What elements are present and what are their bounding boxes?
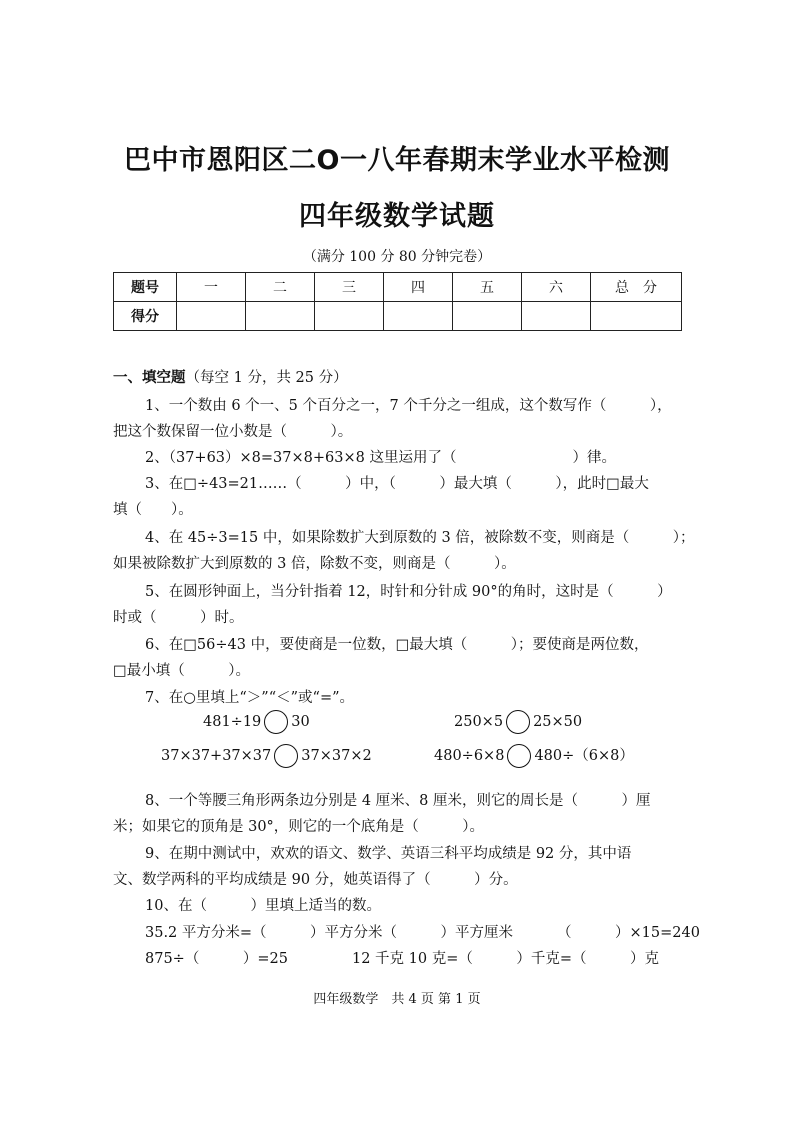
- compare-left: 481÷19: [203, 714, 262, 730]
- score-cell: 一: [177, 273, 246, 302]
- page-footer: 四年级数学 共 4 页 第 1 页: [313, 992, 481, 1007]
- score-table-score-row: [114, 302, 682, 331]
- question-1-line-2: 把这个数保留一位小数是（ ）。: [113, 424, 353, 440]
- compare-left: 480÷6×8: [434, 748, 505, 764]
- score-table: [113, 272, 682, 331]
- score-cell: 三: [315, 273, 384, 302]
- section-title: 一、填空题: [113, 370, 186, 386]
- question-10: 10、在（ ）里填上适当的数。: [145, 898, 381, 914]
- question-10-row-1-left: 35.2 平方分米=（ ）平方分米（ ）平方厘米: [145, 925, 514, 941]
- compare-left: 37×37+37×37: [161, 748, 272, 764]
- score-table-header-row: [114, 273, 682, 302]
- question-3-line-1: 3、在□÷43=21……（ ）中，（ ）最大填（ ），此时□最大: [145, 476, 649, 492]
- question-5-line-1: 5、在圆形钟面上，当分针指着 12，时针和分针成 90°的角时，这时是（ ）: [145, 584, 672, 600]
- score-cell: 四: [384, 273, 453, 302]
- question-10-row-2-left: 875÷（ ）=25: [145, 951, 288, 967]
- section-heading: [113, 366, 348, 387]
- question-9-line-1: 9、在期中测试中，欢欢的语文、数学、英语三科平均成绩是 92 分，其中语: [145, 846, 632, 862]
- score-row-label: 得分: [114, 302, 177, 331]
- compare-circle[interactable]: [264, 710, 288, 734]
- score-cell: 题号: [114, 273, 177, 302]
- question-10-row-1-right: （ ）×15=240: [557, 925, 700, 941]
- score-cell: 二: [246, 273, 315, 302]
- score-blank-cell[interactable]: [177, 302, 246, 331]
- score-cell: 五: [453, 273, 522, 302]
- score-cell: 六: [522, 273, 591, 302]
- exam-subtitle: 四年级数学试题: [299, 201, 495, 232]
- question-2: 2、（37+63）×8=37×8+63×8 这里运用了（ ）律。: [145, 450, 616, 466]
- score-blank-cell[interactable]: [591, 302, 682, 331]
- question-6-line-2: □最小填（ ）。: [113, 663, 250, 679]
- compare-right: 25×50: [533, 714, 583, 730]
- question-4-line-1: 4、在 45÷3=15 中，如果除数扩大到原数的 3 倍，被除数不变，则商是（ ）；: [145, 530, 695, 546]
- compare-right: 37×37×2: [301, 748, 372, 764]
- score-cell: 总 分: [591, 273, 682, 302]
- compare-circle[interactable]: [507, 744, 531, 768]
- question-5-line-2: 时或（ ）时。: [113, 610, 244, 626]
- score-blank-cell[interactable]: [384, 302, 453, 331]
- compare-item: [203, 710, 310, 734]
- compare-item: [454, 710, 582, 734]
- compare-right: 480÷（6×8）: [534, 748, 634, 764]
- question-4-line-2: 如果被除数扩大到原数的 3 倍，除数不变，则商是（ ）。: [113, 556, 516, 572]
- score-blank-cell[interactable]: [315, 302, 384, 331]
- section-note: （每空 1 分，共 25 分）: [185, 370, 348, 386]
- compare-item: [161, 744, 372, 768]
- question-8-line-1: 8、一个等腰三角形两条边分别是 4 厘米、8 厘米，则它的周长是（ ）厘: [145, 793, 651, 809]
- exam-title: 巴中市恩阳区二O一八年春期末学业水平检测: [124, 145, 670, 176]
- question-1-line-1: 1、一个数由 6 个一、5 个百分之一，7 个千分之一组成，这个数写作（ ），: [145, 398, 672, 414]
- question-6-line-1: 6、在□56÷43 中，要使商是一位数，□最大填（ ）；要使商是两位数，: [145, 637, 649, 653]
- compare-circle[interactable]: [274, 744, 298, 768]
- score-blank-cell[interactable]: [246, 302, 315, 331]
- compare-left: 250×5: [454, 714, 504, 730]
- compare-circle[interactable]: [506, 710, 530, 734]
- question-9-line-2: 文、数学两科的平均成绩是 90 分，她英语得了（ ）分。: [113, 872, 518, 888]
- exam-note: （满分 100 分 80 分钟完卷）: [302, 249, 492, 265]
- question-3-line-2: 填（ ）。: [113, 502, 193, 518]
- compare-item: [434, 744, 634, 768]
- question-8-line-2: 米；如果它的顶角是 30°，则它的一个底角是（ ）。: [113, 819, 485, 835]
- question-10-row-2-right: 12 千克 10 克=（ ）千克=（ ）克: [352, 951, 660, 967]
- compare-right: 30: [291, 714, 310, 730]
- score-blank-cell[interactable]: [522, 302, 591, 331]
- question-7: 7、在○里填上“＞”“＜”或“=”。: [145, 690, 355, 706]
- score-blank-cell[interactable]: [453, 302, 522, 331]
